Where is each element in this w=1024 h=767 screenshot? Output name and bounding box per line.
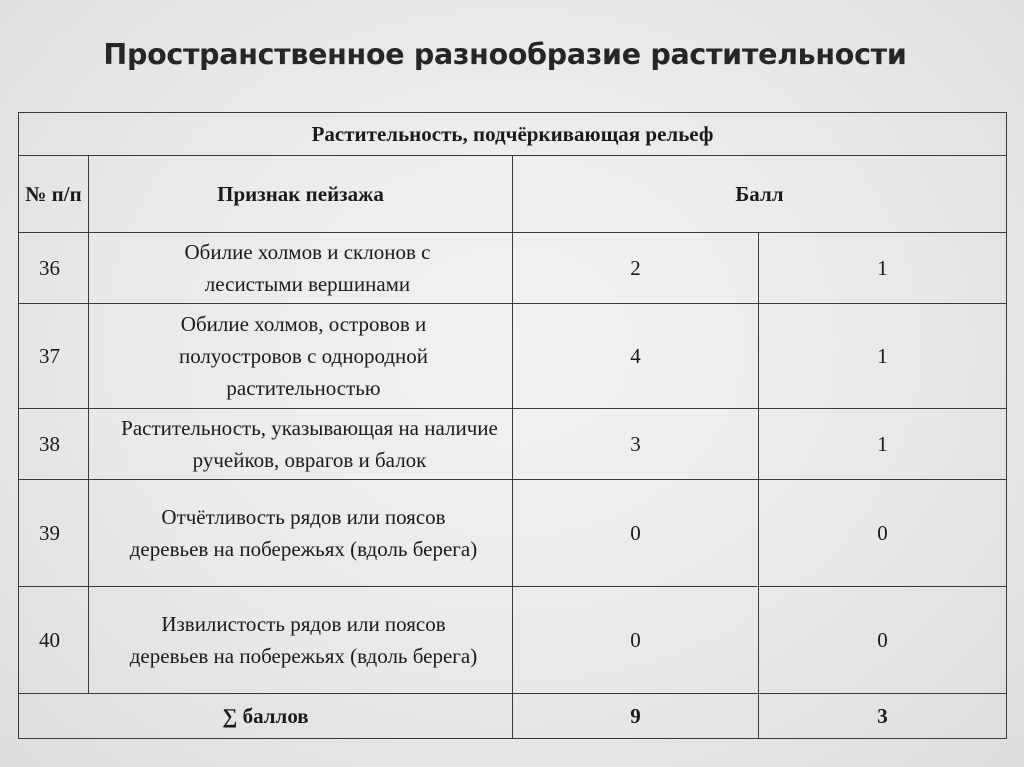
table-total-row <box>19 694 1007 739</box>
row-num: 39 <box>19 480 89 587</box>
row-score-1: 3 <box>513 409 759 480</box>
total-score-1: 9 <box>513 694 759 739</box>
row-score-1: 0 <box>513 587 759 694</box>
row-feature-text: Обилие холмов и склонов с лесистыми вершинами <box>184 240 431 296</box>
table-row <box>19 480 1007 587</box>
row-score-2: 0 <box>759 587 1007 694</box>
table-caption: Растительность, подчёркивающая рельеф <box>19 113 1007 156</box>
row-score-1: 0 <box>513 480 759 587</box>
row-num: 40 <box>19 587 89 694</box>
row-score-1: 4 <box>513 304 759 409</box>
row-score-2: 0 <box>759 480 1007 587</box>
table-row <box>19 587 1007 694</box>
row-feature-text: Растительность, указывающая на наличие ручейков, оврагов и балок <box>121 416 498 472</box>
header-score: Балл <box>513 156 1007 233</box>
row-score-2: 1 <box>759 233 1007 304</box>
slide-title: Пространственное разнообразие растительности <box>103 38 907 71</box>
row-feature-text: Отчётливость рядов или поясов деревьев на побережьях (вдоль берега) <box>129 505 478 561</box>
header-num: № п/п <box>19 156 89 233</box>
row-feature <box>89 409 513 480</box>
total-label: ∑ баллов <box>19 694 513 739</box>
row-feature <box>89 304 513 409</box>
row-feature-text: Обилие холмов, островов и полуостровов с однородной растительностью <box>178 312 429 400</box>
table-row <box>19 233 1007 304</box>
row-num: 36 <box>19 233 89 304</box>
row-score-2: 1 <box>759 409 1007 480</box>
row-feature <box>89 233 513 304</box>
row-score-1: 2 <box>513 233 759 304</box>
row-score-2: 1 <box>759 304 1007 409</box>
table-row <box>19 304 1007 409</box>
table-row <box>19 409 1007 480</box>
table-header-row <box>19 156 1007 233</box>
row-feature <box>89 480 513 587</box>
table-caption-row <box>19 113 1007 156</box>
landscape-score-table <box>18 112 1007 739</box>
header-feature: Признак пейзажа <box>89 156 513 233</box>
row-num: 38 <box>19 409 89 480</box>
row-num: 37 <box>19 304 89 409</box>
row-feature-text: Извилистость рядов или поясов деревьев на побережьях (вдоль берега) <box>129 612 478 668</box>
row-feature <box>89 587 513 694</box>
total-score-2: 3 <box>759 694 1007 739</box>
